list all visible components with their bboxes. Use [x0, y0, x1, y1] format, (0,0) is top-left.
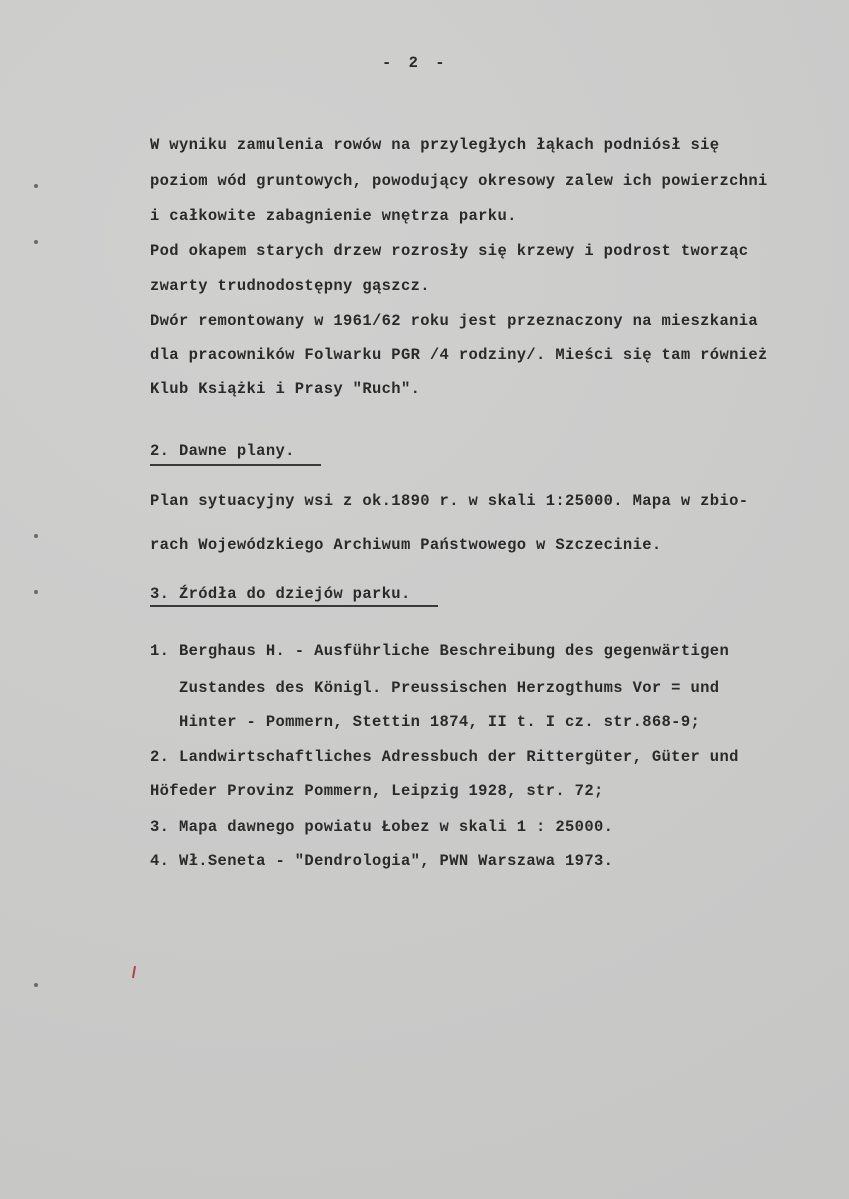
source-item: 1. Berghaus H. - Ausführliche Beschreibung des gegenwärtigen	[150, 642, 730, 660]
section-3-underline	[150, 605, 438, 607]
punch-hole-mark	[34, 240, 38, 244]
section-3-heading: 3. Źródła do dziejów parku.	[150, 585, 411, 603]
source-item: 2. Landwirtschaftliches Adressbuch der Rittergüter, Güter und	[150, 748, 739, 766]
text-line: zwarty trudnodostępny gąszcz.	[150, 277, 430, 295]
punch-hole-mark	[34, 184, 38, 188]
source-item: Hinter - Pommern, Stettin 1874, II t. I cz. str.868-9;	[150, 713, 701, 731]
section-2-heading: 2. Dawne plany.	[150, 442, 295, 460]
source-item: 4. Wł.Seneta - "Dendrologia", PWN Warszawa 1973.	[150, 852, 614, 870]
text-line: i całkowite zabagnienie wnętrza parku.	[150, 207, 517, 225]
pen-mark	[132, 966, 136, 978]
source-item: Höfeder Provinz Pommern, Leipzig 1928, str. 72;	[150, 782, 604, 800]
source-item: Zustandes des Königl. Preussischen Herzogthums Vor = und	[150, 679, 720, 697]
punch-hole-mark	[34, 534, 38, 538]
source-item: 3. Mapa dawnego powiatu Łobez w skali 1 : 25000.	[150, 818, 614, 836]
text-line: Klub Książki i Prasy "Ruch".	[150, 380, 421, 398]
text-line: rach Wojewódzkiego Archiwum Państwowego w Szczecinie.	[150, 536, 662, 554]
section-2-underline	[150, 464, 321, 466]
punch-hole-mark	[34, 983, 38, 987]
text-line: W wyniku zamulenia rowów na przyległych łąkach podniósł się	[150, 136, 720, 154]
text-line: Pod okapem starych drzew rozrosły się krzewy i podrost tworząc	[150, 242, 749, 260]
punch-hole-mark	[34, 590, 38, 594]
text-line: dla pracowników Folwarku PGR /4 rodziny/. Mieści się tam również	[150, 346, 768, 364]
text-line: Dwór remontowany w 1961/62 roku jest przeznaczony na mieszkania	[150, 312, 759, 330]
text-line: poziom wód gruntowych, powodujący okresowy zalew ich powierzchni	[150, 172, 768, 190]
page-number: - 2 -	[382, 54, 449, 72]
text-line: Plan sytuacyjny wsi z ok.1890 r. w skali 1:25000. Mapa w zbio-	[150, 492, 749, 510]
